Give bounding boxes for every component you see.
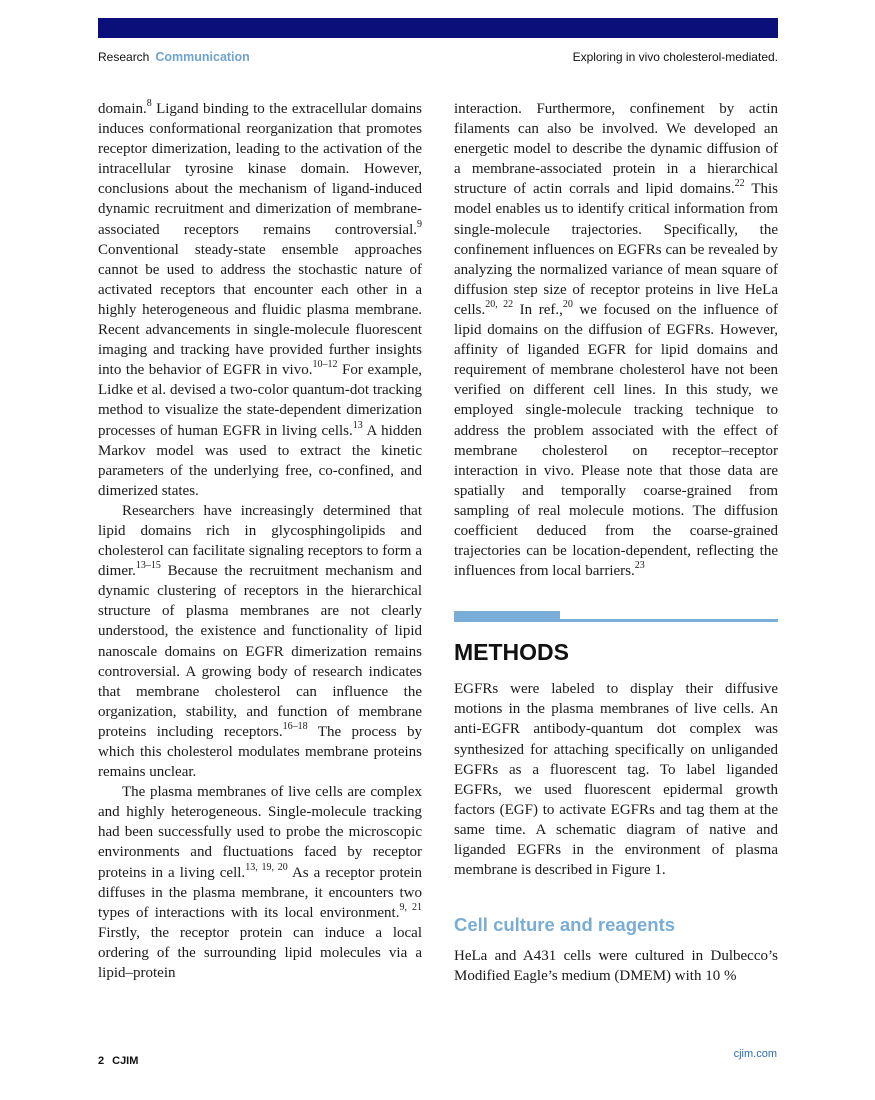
subsection-heading: Cell culture and reagents [454, 914, 676, 936]
running-header [98, 50, 778, 66]
citation[interactable]: 13 [352, 419, 363, 431]
page-number: 2 [98, 1055, 105, 1067]
header-color-bar [98, 18, 778, 38]
citation[interactable]: 13–15 [135, 560, 161, 572]
citation[interactable]: 13, 19, 20 [245, 861, 288, 873]
paragraph-1: domain.$^8$ Ligand binding to the extracellular domains induces conformational reorganization that promotes receptor dimerization, leading to the activation of the intracellular tyrosine kinase domain. However, conclusions about the mechanism of ligand-induced dynamic recruitment and dimerization of membrane-associated receptors remains controversial.$^9$ Conventional steady-state ensemble approaches cannot be used to address the stochastic nature of activated receptors that encounter each other in a highly heterogeneous and fluidic plasma membrane. Recent advancements in single-molecule fluorescent imaging and tracking have provided further insights into the behavior of EGFR in vivo.$^{10-12}$ For example, Lidke et al. devised a two-color quantum-dot tracking method to visualize the state-dependent dimerization processes of human EGFR in living cells.$^{13}$ A hidden Markov model was used to extract the kinetic parameters of the underlying free, co-confined, and dimerized states. [98, 98, 422, 499]
divider-line [560, 619, 778, 622]
subsection-paragraph: HeLa and A431 cells were cultured in Dulbecco’s Modified Eagle’s medium (DMEM) with 10 % [454, 948, 778, 985]
methods-heading: METHODS [454, 639, 569, 666]
citation[interactable]: 23 [634, 560, 645, 572]
citation[interactable]: 9 [417, 218, 422, 230]
journal-name: CJIM [112, 1055, 139, 1067]
journal-website-link[interactable]: cjim.com [733, 1048, 777, 1060]
footer-page-info [98, 1055, 138, 1067]
citation[interactable]: 22 [734, 178, 745, 190]
citation[interactable]: 16–18 [282, 720, 308, 732]
running-title: Exploring in vivo cholesterol-mediated. [572, 50, 778, 64]
paragraph-2: Researchers have increasingly determined that lipid domains rich in glycosphingolipids and cholesterol can facilitate signaling receptors to form a dimer.$^{13-15}$ Because the recruitment mechanism and dynamic clustering of receptors in the hierarchical structure of plasma membranes are not clearly understood, the existence and functionality of lipid nanoscale domains on EGFR dimerization remains controversial. A growing body of research indicates that membrane cholesterol can influence the organization, stability, and function of membrane proteins including receptors.$^{16-18}$ The process by which this cholesterol modulates membrane proteins remains unclear. [98, 502, 422, 781]
citation[interactable]: 9, 21 [399, 901, 423, 913]
citation[interactable]: 8 [146, 98, 152, 109]
right-column [454, 99, 778, 986]
paragraph-4: interaction. Furthermore, confinement by actin filaments can also be involved. We developed an energetic model to describe the dynamic diffusion of a membrane-associated protein in a hierarchical structure of actin corrals and lipid domains.$^{22}$ This model enables us to identify critical information from single-molecule trajectories. Specifically, the confinement influences on EGFRs can be revealed by analyzing the normalized variance of mean square of diffusion step size of receptor proteins in live HeLa cells.$^{20, 22}$ In ref.,$^{20}$ we focused on the influence of lipid domains on the diffusion of EGFRs. However, affinity of liganded EGFR for lipid domains and requirement of membrane cholesterol have not been verified on different cell lines. In this study, we employed single-molecule tracking technique to address the problem associated with the effect of membrane cholesterol on receptor–receptor interaction in vivo. Please note that those data are spatially and temporally coarse-grained from sampling of real molecule motions. The diffusion coefficient deduced from the coarse-grained trajectories can be location-dependent, reflecting the influences from local barriers.$^{23}$ [454, 101, 779, 580]
section-divider [454, 611, 778, 623]
section-label: Research [98, 50, 150, 64]
divider-accent-block [454, 611, 560, 622]
citation[interactable]: 10–12 [312, 359, 338, 371]
left-column [98, 99, 422, 983]
citation[interactable]: 20, 22 [485, 298, 514, 310]
article-category [98, 50, 250, 64]
citation[interactable]: 20 [562, 298, 573, 310]
methods-paragraph: EGFRs were labeled to display their diffusive motions in the plasma membranes of live cells. An anti-EGFR antibody-quantum dot complex was synthesized for attaching specifically on unliganded EGFRs as a fluorescent tag. To label liganded EGFRs, we used fluorescent epidermal growth factors (EGF) to activate EGFRs and tag them at the same time. A schematic diagram of native and liganded EGFRs in the environment of plasma membrane is described in Figure 1. [454, 681, 778, 879]
paragraph-3: The plasma membranes of live cells are complex and highly heterogeneous. Single-molecule tracking had been successfully used to probe the microscopic environments and fluctuations faced by receptor proteins in a living cell.$^{13, 19, 20}$ As a receptor protein diffuses in the plasma membrane, it encounters two types of interactions with its local environment.$^{9, 21}$ Firstly, the receptor protein can induce a local ordering of the surrounding lipid molecules via a lipid–protein [98, 784, 423, 982]
article-type-label: Communication [155, 50, 250, 64]
